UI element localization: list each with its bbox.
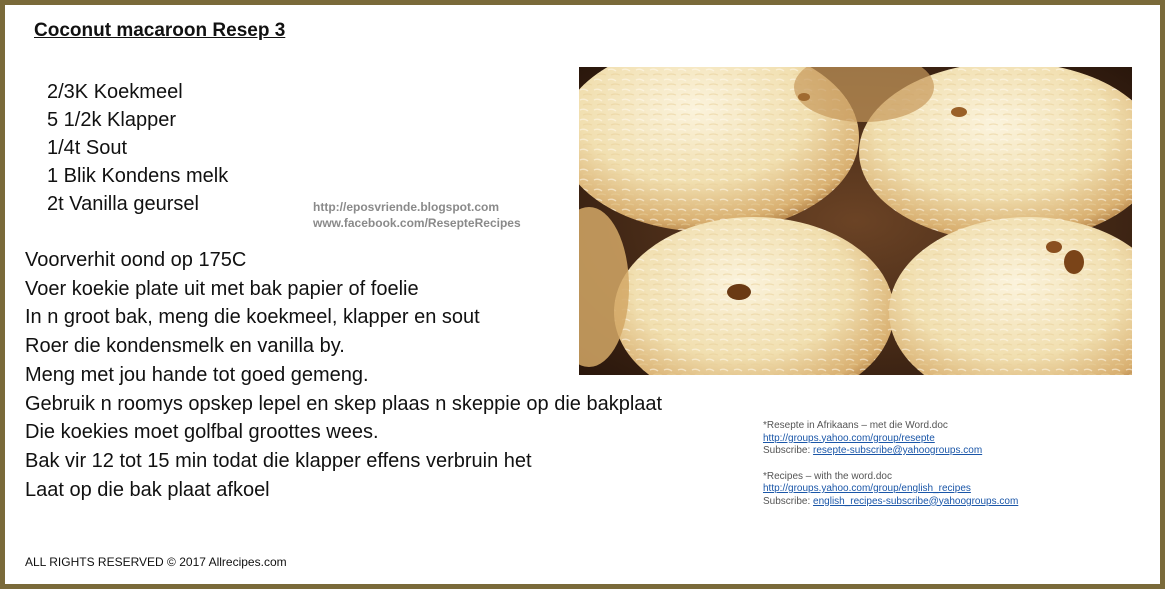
macaroon-photo — [579, 67, 1132, 375]
ingredient-item: 1 Blik Kondens melk — [47, 165, 229, 187]
method-step: Bak vir 12 tot 15 min todat die klapper effens verbruin het — [25, 449, 532, 472]
method-step: Die koekies moet golfbal groottes wees. — [25, 421, 379, 444]
ingredient-list — [47, 78, 228, 218]
macaroon-photo-illustration — [579, 67, 1132, 375]
afrikaans-group-label: *Resepte in Afrikaans – met die Word.doc — [763, 420, 948, 431]
method-step: Roer die kondensmelk en vanilla by. — [25, 335, 345, 358]
english-group-label: *Recipes – with the word.doc — [763, 470, 892, 482]
ingredient-item: 1/4t Sout — [47, 137, 128, 159]
english-subscribe-email[interactable]: english_recipes-subscribe@yahoogroups.com — [813, 495, 1019, 507]
afrikaans-subscribe-email[interactable]: resepte-subscribe@yahoogroups.com — [813, 445, 983, 456]
facebook-url: www.facebook.com/ResepteRecipes — [313, 216, 521, 230]
method-step: Meng met jou hande tot goed gemeng. — [25, 363, 369, 386]
method-step: Voer koekie plate uit met bak papier of foelie — [25, 277, 419, 300]
method-step: Voorverhit oond op 175C — [25, 249, 247, 271]
method-step: In n groot bak, meng die koekmeel, klapper en sout — [25, 306, 480, 329]
ingredient-item: 2/3K Koekmeel — [47, 81, 183, 103]
method-step: Gebruik n roomys opskep lepel en skep plaas n skeppie op die bakplaat — [25, 392, 663, 415]
yahoo-groups-info — [763, 420, 1018, 508]
ingredient-item: 2t Vanilla geursel — [47, 193, 199, 215]
subscribe-label: Subscribe: — [763, 445, 811, 456]
blog-url: http://eposvriende.blogspot.com — [313, 200, 500, 214]
method-step: Laat op die bak plaat afkoel — [25, 478, 270, 501]
source-watermark — [313, 199, 521, 231]
recipe-title: Coconut macaroon Resep 3 — [34, 20, 286, 41]
english-group-link[interactable]: http://groups.yahoo.com/group/english_recipes — [763, 483, 971, 494]
spacer — [763, 458, 1018, 471]
copyright-notice: ALL RIGHTS RESERVED © 2017 Allrecipes.com — [25, 555, 287, 569]
ingredient-item: 5 1/2k Klapper — [47, 109, 176, 131]
english-subscribe-line — [763, 496, 1018, 509]
subscribe-label: Subscribe: — [763, 495, 811, 507]
afrikaans-group-link[interactable]: http://groups.yahoo.com/group/resepte — [763, 432, 935, 444]
method-steps — [25, 246, 662, 504]
afrikaans-subscribe-line — [763, 445, 1018, 458]
